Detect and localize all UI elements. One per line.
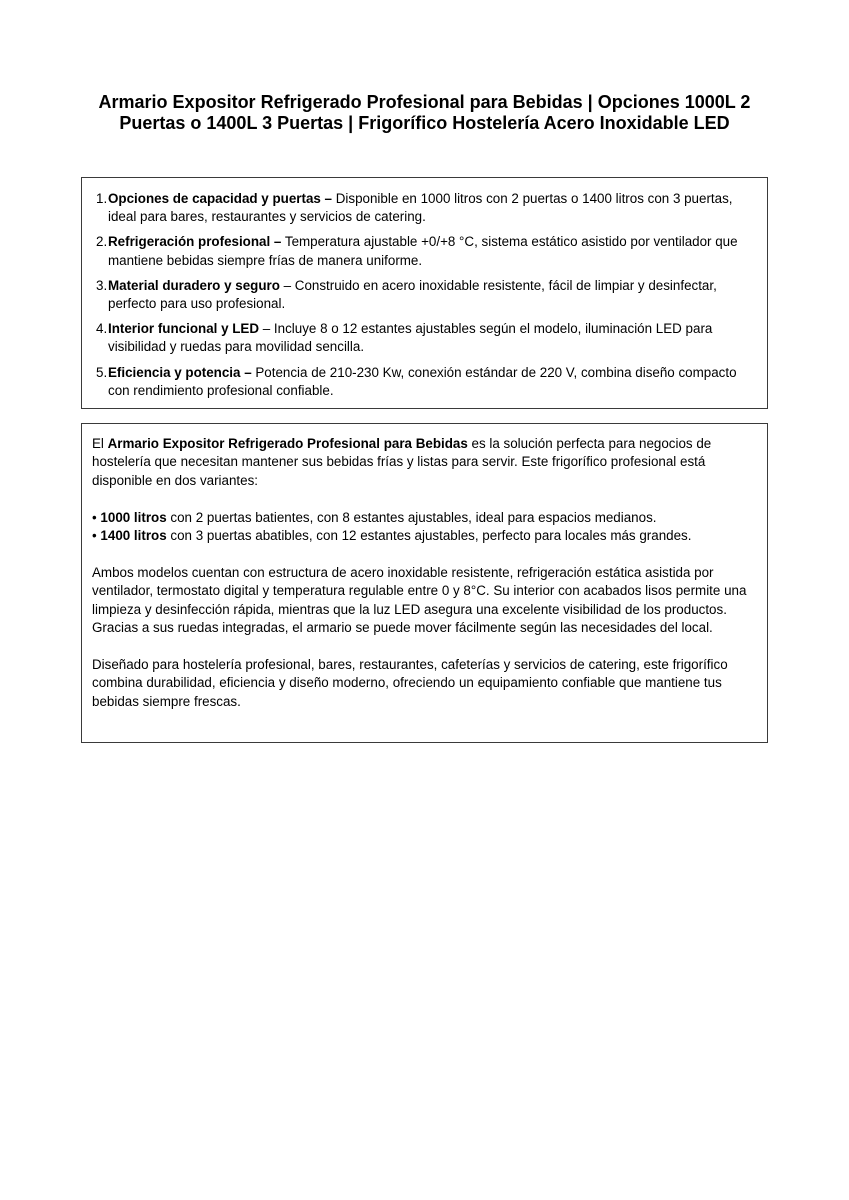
description-intro	[92, 435, 757, 490]
feature-label: Material duradero y seguro	[108, 277, 280, 293]
feature-text: – Construido en acero inoxidable resistente, fácil de limpiar y desinfectar, perfecto para uso profesional.	[108, 277, 717, 312]
variant-list	[92, 509, 757, 546]
variant-label: 1400 litros	[100, 528, 167, 544]
description-paragraph-2: Ambos modelos cuentan con estructura de acero inoxidable resistente, refrigeración estática asistida por ventilador, termostato digital y temperatura regulable entre 0 y 8°C. Su interior con acabados lisos permite una limpieza y desinfección rápida, mientras que la luz LED asegura una excelente visibilidad de los productos. Gracias a sus ruedas integradas, el armario se puede mover fácilmente según las necesidades del local.	[92, 564, 747, 636]
intro-text-after: es la solución perfecta para negocios de hostelería que necesitan mantener sus bebidas frías y listas para servir. Este frigorífico profesional está disponible en dos variantes:	[92, 436, 712, 488]
feature-text: Disponible en 1000 litros con 2 puertas o 1400 litros con 3 puertas, ideal para bares, restaurantes y servicios de catering.	[108, 191, 733, 225]
variant-item-1000	[92, 509, 757, 527]
variant-text: con 2 puertas batientes, con 8 estantes ajustables, ideal para espacios medianos.	[166, 509, 657, 525]
feature-item-capacity	[96, 190, 757, 226]
feature-number: 4.	[96, 321, 108, 337]
feature-item-efficiency	[96, 364, 757, 400]
feature-item-material	[96, 277, 757, 313]
product-name: Armario Expositor Refrigerado Profesional para Bebidas	[107, 436, 468, 451]
description-box	[81, 423, 768, 743]
feature-label: Opciones de capacidad y puertas –	[108, 191, 333, 206]
feature-number: 1.	[96, 191, 108, 206]
feature-number: 5.	[96, 364, 108, 380]
feature-text: Potencia de 210-230 Kw, conexión estándar de 220 V, combina diseño compacto con rendimiento profesional confiable.	[108, 364, 737, 398]
feature-label: Refrigeración profesional –	[108, 234, 282, 250]
variant-item-1400	[92, 527, 757, 545]
feature-number: 3.	[96, 277, 108, 293]
bullet-icon: •	[92, 528, 101, 544]
feature-item-interior	[96, 320, 757, 356]
feature-text: – Incluye 8 o 12 estantes ajustables según el modelo, iluminación LED para visibilidad y ruedas para movilidad sencilla.	[108, 321, 713, 355]
bullet-icon: •	[92, 509, 101, 525]
feature-label: Interior funcional y LED	[108, 321, 260, 337]
features-box	[81, 177, 768, 409]
feature-text: Temperatura ajustable +0/+8 °C, sistema estático asistido por ventilador que mantiene bebidas siempre frías de manera uniforme.	[108, 234, 738, 268]
intro-text-before: El	[92, 436, 108, 451]
feature-item-refrigeration	[96, 233, 757, 269]
page-title: Armario Expositor Refrigerado Profesional para Bebidas | Opciones 1000L 2 Puertas o 1400L 3 Puertas | Frigorífico Hostelería Acero Inoxidable LED	[98, 92, 751, 133]
variant-text: con 3 puertas abatibles, con 12 estantes ajustables, perfecto para locales más grandes.	[166, 528, 692, 544]
feature-label: Eficiencia y potencia –	[108, 364, 252, 380]
feature-number: 2.	[96, 234, 108, 250]
feature-list	[96, 190, 757, 400]
description-paragraph-3: Diseñado para hostelería profesional, bares, restaurantes, cafeterías y servicios de catering, este frigorífico combina durabilidad, eficiencia y diseño moderno, ofreciendo un equipamiento confiable que mantiene tus bebidas siempre frescas.	[92, 656, 728, 709]
variant-label: 1000 litros	[100, 509, 167, 525]
